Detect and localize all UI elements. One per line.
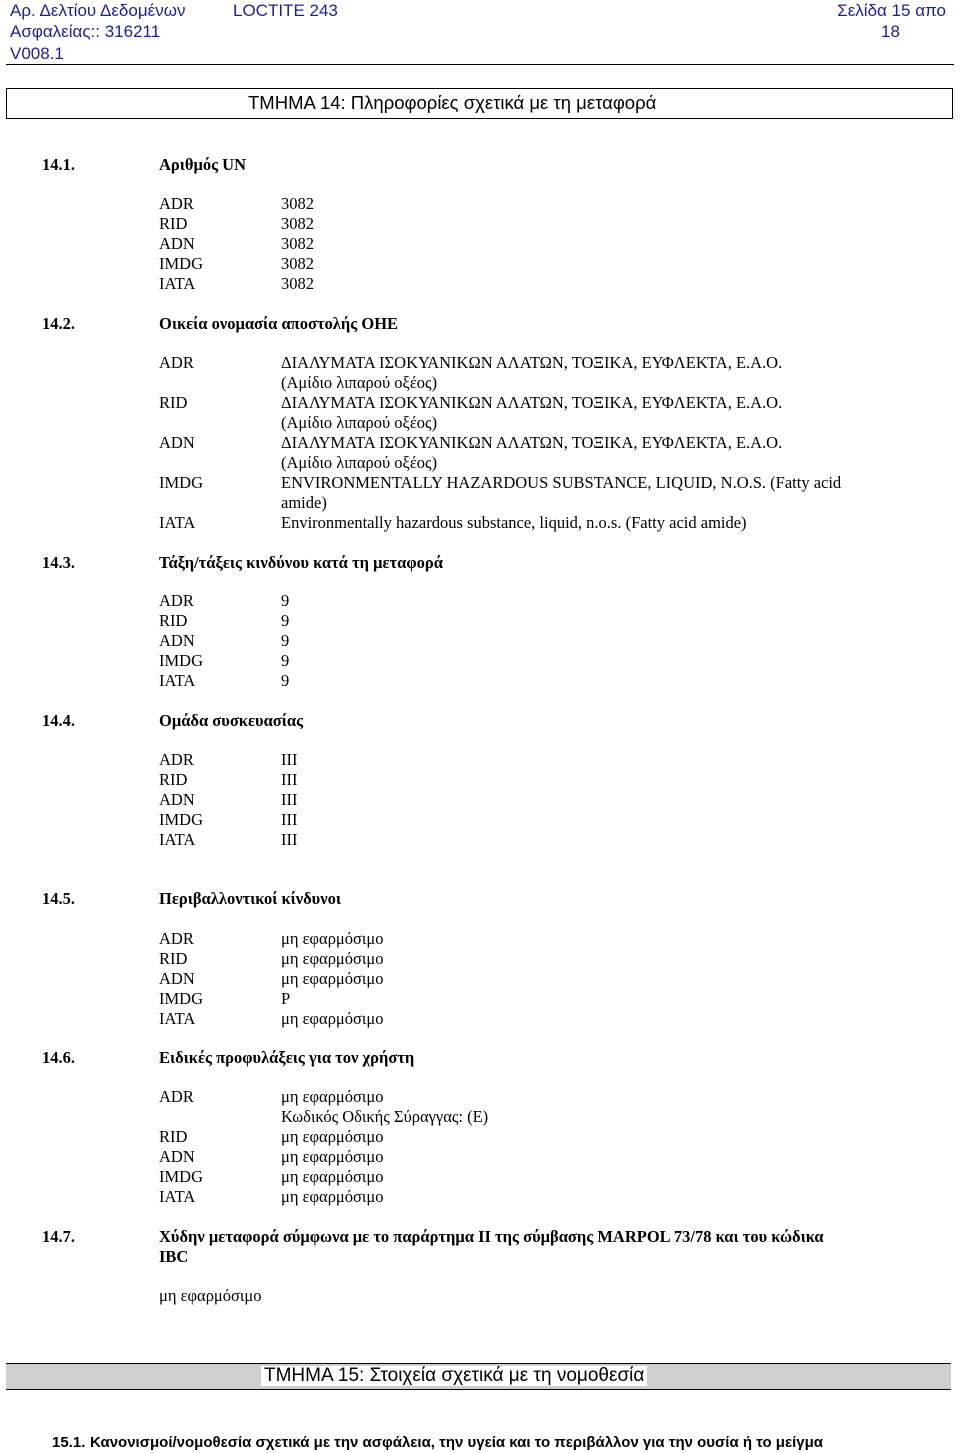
subsection-title: Κανονισμοί/νομοθεσία σχετικά με την ασφάλεια, την υγεία και το περιβάλλον για την ουσία ή το μείγμα xyxy=(90,1434,823,1451)
header-divider xyxy=(6,64,954,65)
hazard-class: 9 xyxy=(281,611,290,630)
transport-mode: RID xyxy=(159,770,188,789)
precaution-value: μη εφαρμόσιμο xyxy=(281,1087,384,1106)
subsection-number: 14.4. xyxy=(42,711,75,730)
transport-mode: ADR xyxy=(159,750,194,769)
transport-mode: ADN xyxy=(159,790,195,809)
packing-group: III xyxy=(281,790,298,809)
un-number: 3082 xyxy=(281,194,314,213)
hazard-class: 9 xyxy=(281,671,290,690)
subsection-title: Ομάδα συσκευασίας xyxy=(159,711,304,730)
transport-mode: RID xyxy=(159,949,188,968)
transport-mode: RID xyxy=(159,611,188,630)
subsection-title: Περιβαλλοντικοί κίνδυνοι xyxy=(159,889,341,908)
transport-mode: ADN xyxy=(159,433,195,452)
environmental-hazard: μη εφαρμόσιμο xyxy=(281,1009,384,1028)
page-label: Σελίδα 15 απο xyxy=(837,1,946,20)
environmental-hazard: μη εφαρμόσιμο xyxy=(281,929,384,948)
shipping-name: ENVIRONMENTALLY HAZARDOUS SUBSTANCE, LIQUID, N.O.S. (Fatty acid xyxy=(281,473,842,492)
transport-mode: ADR xyxy=(159,591,194,610)
subsection-number: 14.5. xyxy=(42,889,75,908)
transport-mode: ADR xyxy=(159,353,194,372)
hazard-class: 9 xyxy=(281,591,290,610)
transport-mode: RID xyxy=(159,393,188,412)
subsection-title: Αριθμός UN xyxy=(159,155,246,174)
packing-group: III xyxy=(281,830,298,849)
transport-mode: IMDG xyxy=(159,810,203,829)
environmental-hazard: μη εφαρμόσιμο xyxy=(281,969,384,988)
transport-mode: IATA xyxy=(159,513,196,532)
precaution-value: μη εφαρμόσιμο xyxy=(281,1167,384,1186)
subsection-number: 14.1. xyxy=(42,155,75,174)
transport-mode: ADN xyxy=(159,1147,195,1166)
sds-number: Ασφαλείας:: 316211 xyxy=(10,22,161,41)
transport-mode: ADN xyxy=(159,234,195,253)
subsection-number: 15.1. xyxy=(52,1434,86,1451)
precaution-value: μη εφαρμόσιμο xyxy=(281,1127,384,1146)
transport-mode: ADR xyxy=(159,929,194,948)
precaution-value: μη εφαρμόσιμο xyxy=(281,1147,384,1166)
shipping-name: ΔΙΑΛΥΜΑΤΑ ΙΣΟΚΥΑΝΙΚΩΝ ΑΛΑΤΩΝ, ΤΟΞΙΚΑ, ΕΥΦΛΕΚΤΑ, Ε.Α.Ο. xyxy=(281,393,783,412)
section-14-title: ΤΜΗΜΑ 14: Πληροφορίες σχετικά με τη μεταφορά xyxy=(248,92,657,113)
transport-mode: IATA xyxy=(159,830,196,849)
shipping-name-detail: (Αμίδιο λιπαρού οξέος) xyxy=(281,453,438,472)
transport-mode: ADR xyxy=(159,1087,194,1106)
un-number: 3082 xyxy=(281,234,314,253)
transport-mode: RID xyxy=(159,1127,188,1146)
transport-mode: ADN xyxy=(159,969,195,988)
subsection-number: 14.2. xyxy=(42,314,75,333)
transport-mode: IMDG xyxy=(159,254,203,273)
subsection-title: Τάξη/τάξεις κινδύνου κατά τη μεταφορά xyxy=(159,553,443,572)
transport-mode: IMDG xyxy=(159,473,203,492)
transport-mode: IMDG xyxy=(159,989,203,1008)
shipping-name: Environmentally hazardous substance, liquid, n.o.s. (Fatty acid amide) xyxy=(281,513,747,532)
section-15-title: ΤΜΗΜΑ 15: Στοιχεία σχετικά με τη νομοθεσία xyxy=(261,1366,647,1386)
un-number: 3082 xyxy=(281,274,314,293)
page-total: 18 xyxy=(881,22,900,41)
transport-mode: IATA xyxy=(159,274,196,293)
shipping-name-detail: (Αμίδιο λιπαρού οξέος) xyxy=(281,373,438,392)
environmental-hazard: μη εφαρμόσιμο xyxy=(281,949,384,968)
precaution-value: μη εφαρμόσιμο xyxy=(281,1187,384,1206)
packing-group: III xyxy=(281,810,298,829)
subsection-title: Χύδην μεταφορά σύμφωνα με το παράρτημα II της σύμβασης MARPOL 73/78 και του κώδικα xyxy=(159,1227,824,1246)
version: V008.1 xyxy=(10,44,64,63)
subsection-title: Ειδικές προφυλάξεις για τον χρήστη xyxy=(159,1048,415,1067)
subsection-number: 14.7. xyxy=(42,1227,75,1246)
transport-mode: IATA xyxy=(159,1187,196,1206)
subsection-number: 14.3. xyxy=(42,553,75,572)
transport-mode: ADN xyxy=(159,631,195,650)
bulk-transport-value: μη εφαρμόσιμο xyxy=(159,1286,262,1305)
product-name: LOCTITE 243 xyxy=(233,1,338,20)
transport-mode: IATA xyxy=(159,671,196,690)
packing-group: III xyxy=(281,750,298,769)
environmental-hazard: P xyxy=(281,989,291,1008)
subsection-title: Οικεία ονομασία αποστολής ΟΗΕ xyxy=(159,314,399,333)
shipping-name-detail: (Αμίδιο λιπαρού οξέος) xyxy=(281,413,438,432)
transport-mode: IATA xyxy=(159,1009,196,1028)
transport-mode: ADR xyxy=(159,194,194,213)
doc-label: Αρ. Δελτίου Δεδομένων xyxy=(10,1,186,20)
shipping-name-detail: amide) xyxy=(281,493,327,512)
transport-mode: RID xyxy=(159,214,188,233)
un-number: 3082 xyxy=(281,214,314,233)
transport-mode: IMDG xyxy=(159,651,203,670)
un-number: 3082 xyxy=(281,254,314,273)
hazard-class: 9 xyxy=(281,651,290,670)
hazard-class: 9 xyxy=(281,631,290,650)
packing-group: III xyxy=(281,770,298,789)
subsection-title-cont: IBC xyxy=(159,1247,189,1266)
shipping-name: ΔΙΑΛΥΜΑΤΑ ΙΣΟΚΥΑΝΙΚΩΝ ΑΛΑΤΩΝ, ΤΟΞΙΚΑ, ΕΥΦΛΕΚΤΑ, Ε.Α.Ο. xyxy=(281,433,783,452)
subsection-number: 14.6. xyxy=(42,1048,75,1067)
tunnel-code: Κωδικός Οδικής Σύραγγας: (E) xyxy=(281,1107,489,1126)
shipping-name: ΔΙΑΛΥΜΑΤΑ ΙΣΟΚΥΑΝΙΚΩΝ ΑΛΑΤΩΝ, ΤΟΞΙΚΑ, ΕΥΦΛΕΚΤΑ, Ε.Α.Ο. xyxy=(281,353,783,372)
transport-mode: IMDG xyxy=(159,1167,203,1186)
